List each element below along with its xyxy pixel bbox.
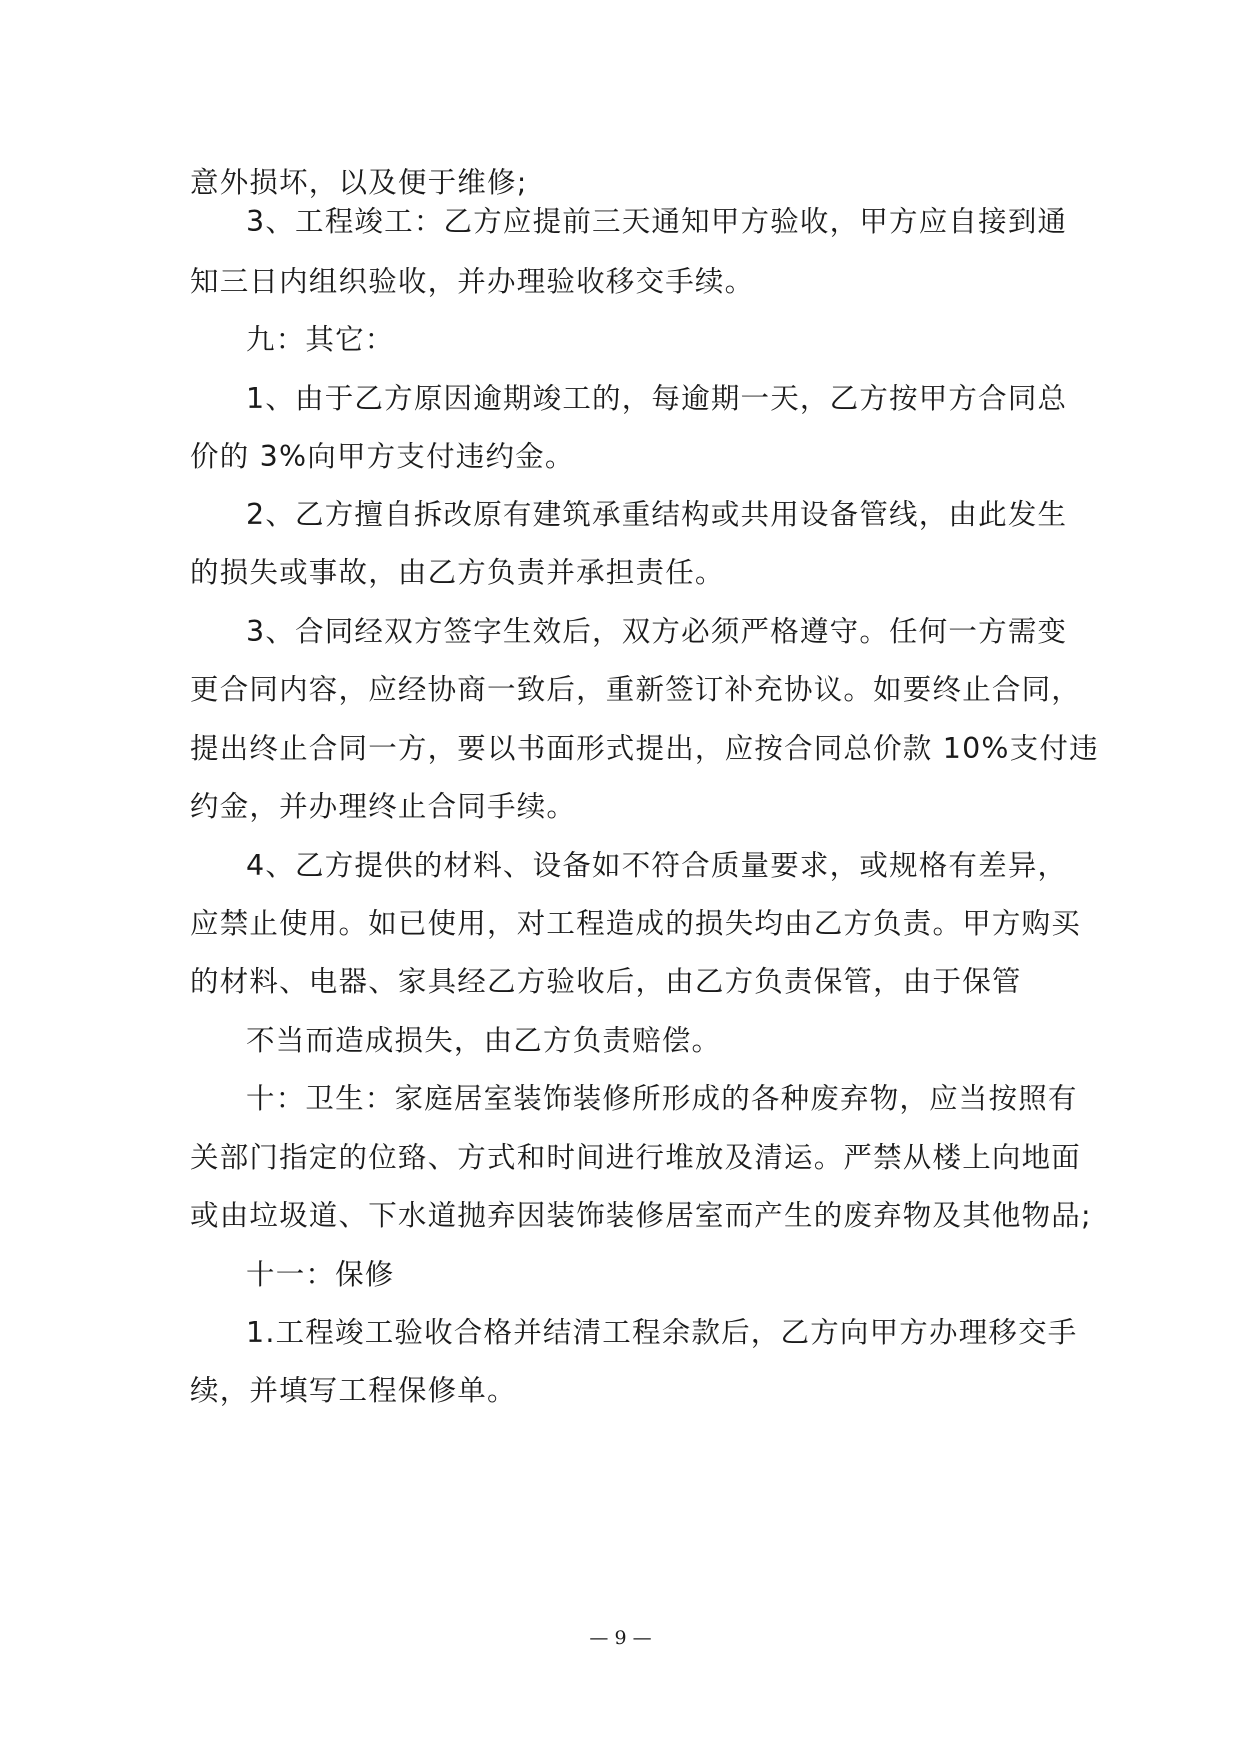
text-line: 3、工程竣工：乙方应提前三天通知甲方验收，甲方应自接到通 <box>246 205 1068 238</box>
text-line: 应禁止使用。如已使用，对工程造成的损失均由乙方负责。甲方购买 <box>190 907 1082 940</box>
text-line: 续，并填写工程保修单。 <box>190 1374 517 1407</box>
section-heading: 九：其它： <box>246 323 395 356</box>
text-line: 约金，并办理终止合同手续。 <box>190 790 577 823</box>
text-line: 不当而造成损失，由乙方负责赔偿。 <box>246 1024 722 1057</box>
text-line: 知三日内组织验收，并办理验收移交手续。 <box>190 265 755 298</box>
text-line: 2、乙方擅自拆改原有建筑承重结构或共用设备管线，由此发生 <box>246 498 1068 531</box>
text-line: 价的 3%向甲方支付违约金。 <box>190 440 575 473</box>
text-line: 意外损坏，以及便于维修; <box>190 166 528 199</box>
text-line: 1.工程竣工验收合格并结清工程余款后，乙方向甲方办理移交手 <box>246 1316 1078 1349</box>
text-line: 或由垃圾道、下水道抛弃因装饰装修居室而产生的废弃物及其他物品; <box>190 1199 1092 1232</box>
page-number: — 9 — <box>589 1627 652 1649</box>
text-line: 1、由于乙方原因逾期竣工的，每逾期一天，乙方按甲方合同总 <box>246 382 1068 415</box>
text-line: 更合同内容，应经协商一致后，重新签订补充协议。如要终止合同， <box>190 673 1082 706</box>
section-heading: 十一：保修 <box>246 1258 395 1291</box>
text-line: 的材料、电器、家具经乙方验收后，由乙方负责保管，由于保管 <box>190 965 1022 998</box>
text-line: 3、合同经双方签字生效后，双方必须严格遵守。任何一方需变 <box>246 615 1068 648</box>
text-line: 4、乙方提供的材料、设备如不符合质量要求，或规格有差异， <box>246 849 1068 882</box>
text-line: 提出终止合同一方，要以书面形式提出，应按合同总价款 10%支付违 <box>190 732 1099 765</box>
text-line: 关部门指定的位臵、方式和时间进行堆放及清运。严禁从楼上向地面 <box>190 1141 1082 1174</box>
text-line: 十：卫生：家庭居室装饰装修所形成的各种废弃物，应当按照有 <box>246 1082 1078 1115</box>
text-line: 的损失或事故，由乙方负责并承担责任。 <box>190 556 725 589</box>
